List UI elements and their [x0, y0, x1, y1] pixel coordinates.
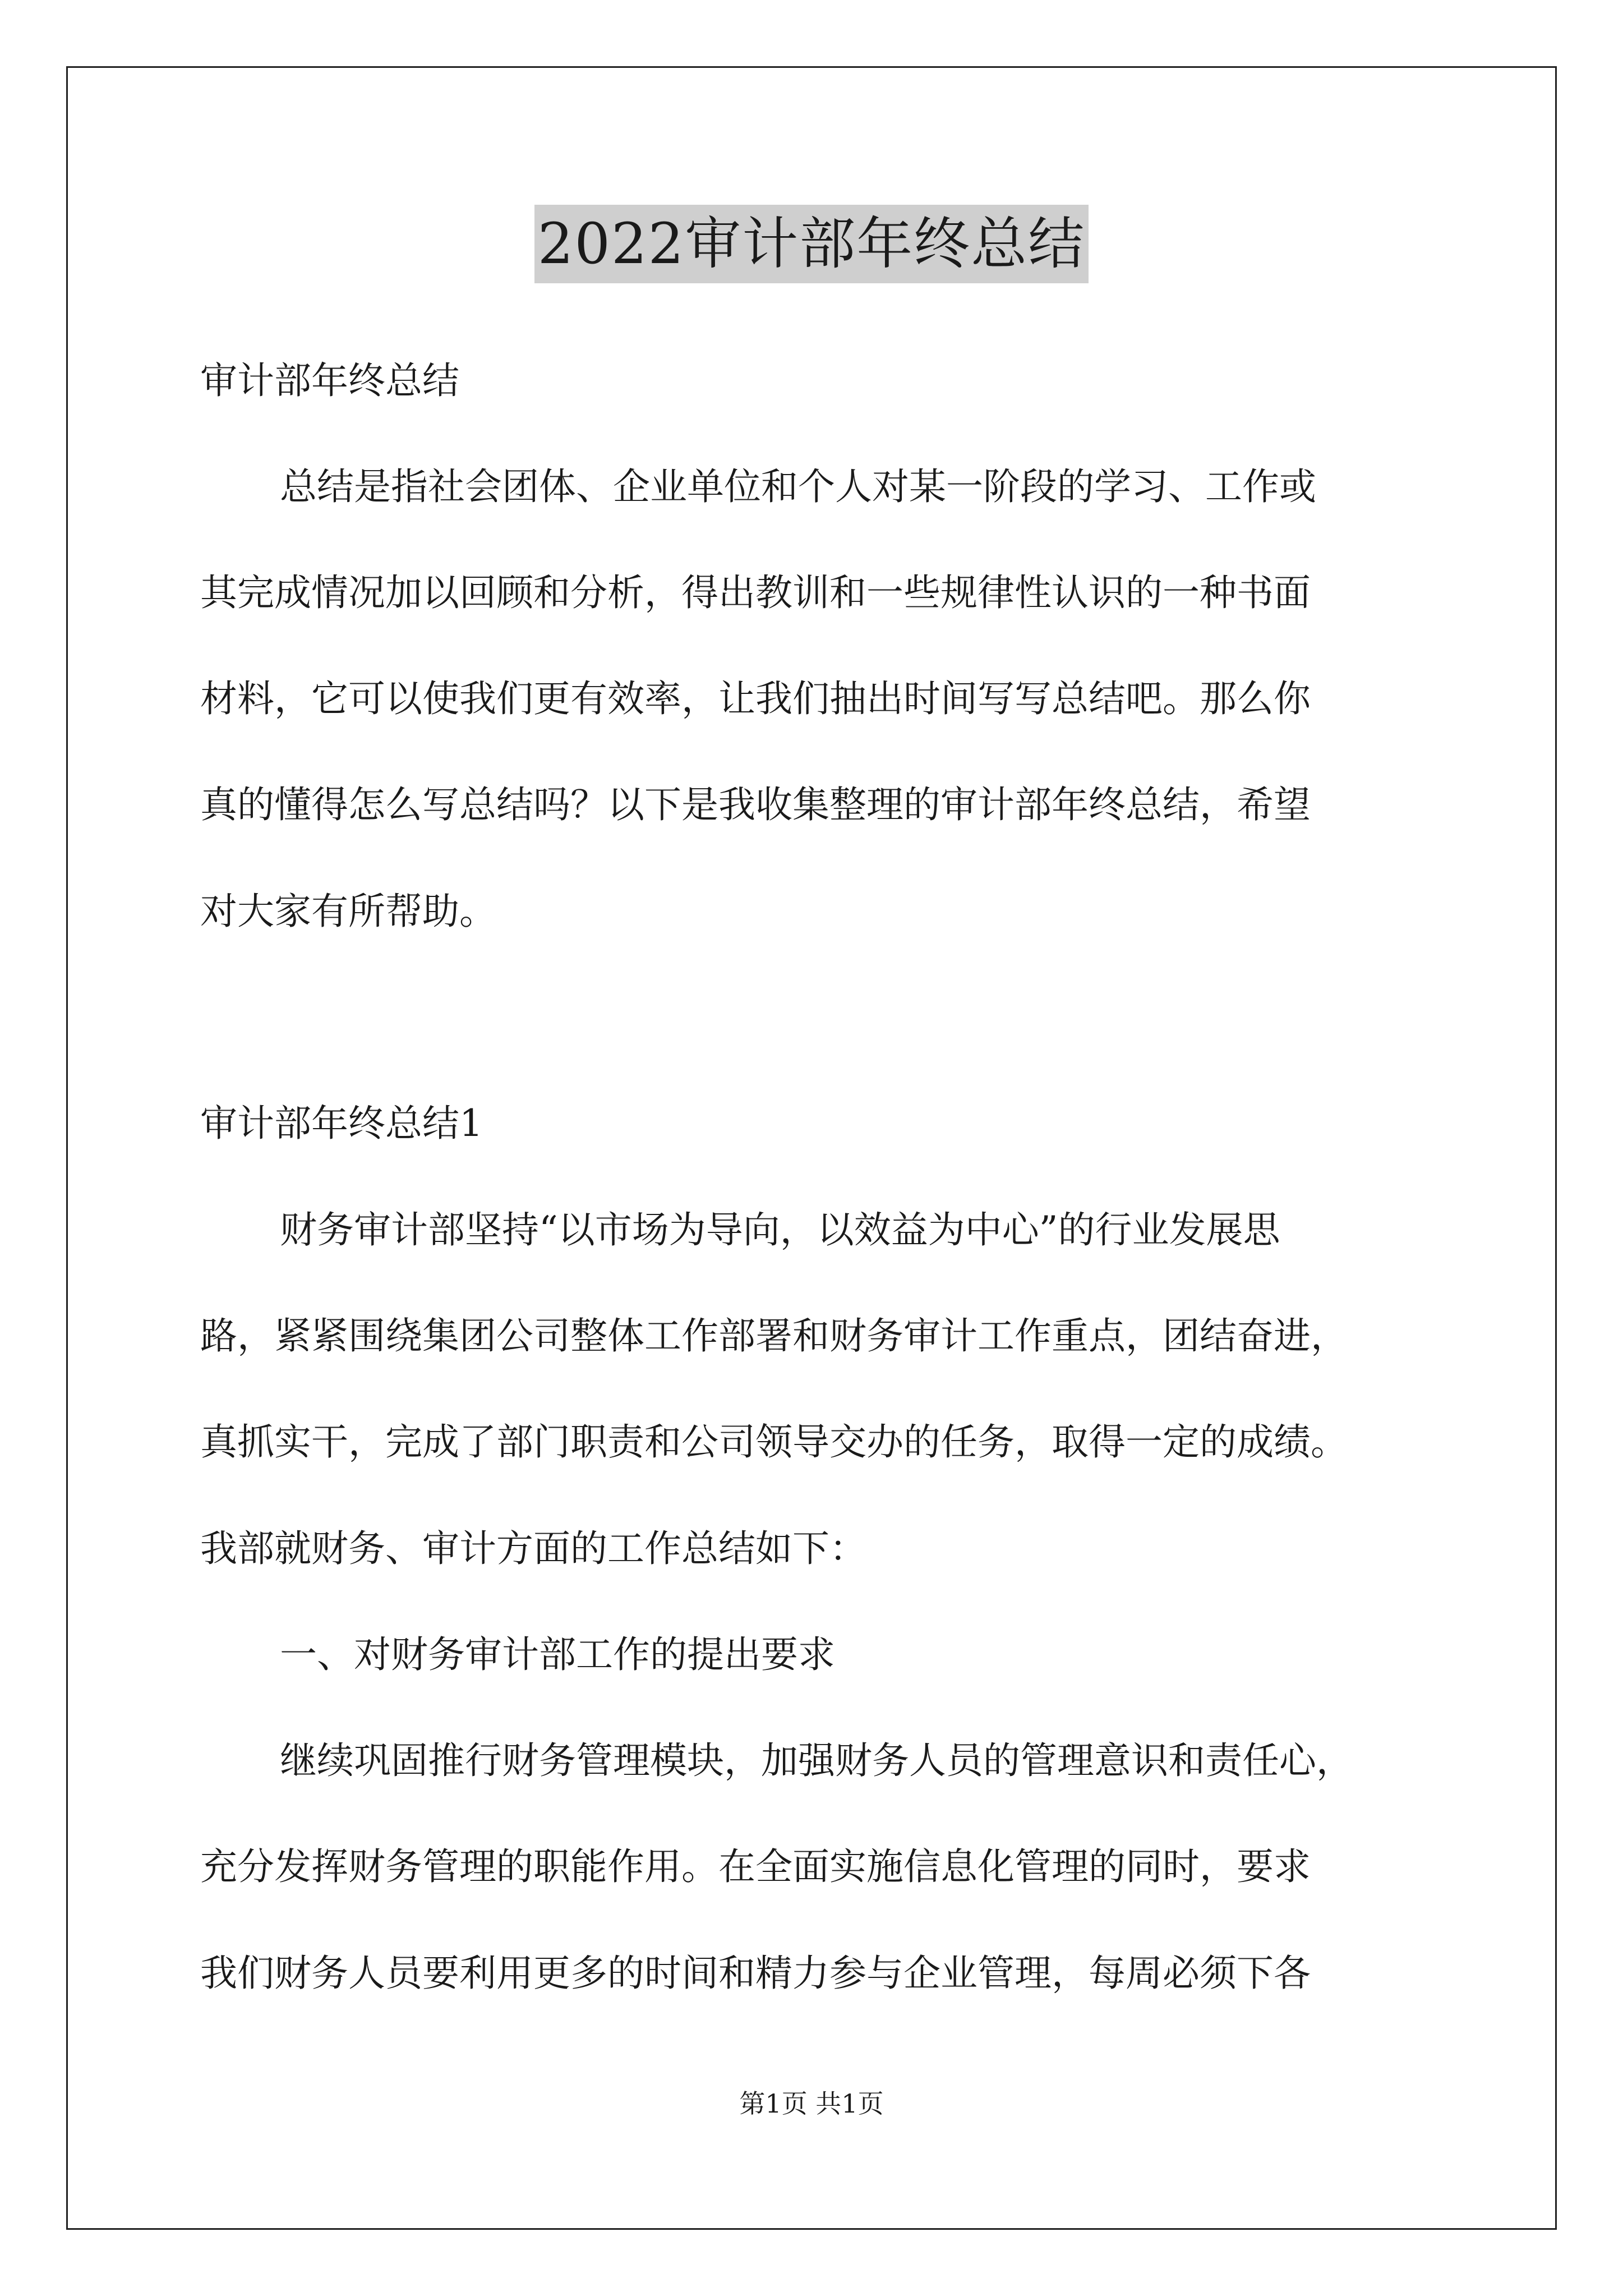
section-heading: 审计部年终总结 — [200, 359, 459, 402]
paragraph-line: 继续巩固推行财务管理模块，加强财务人员的管理意识和责任心， — [280, 1739, 1353, 1782]
paragraph-line: 对大家有所帮助。 — [200, 890, 496, 933]
paragraph-line: 其完成情况加以回顾和分析，得出教训和一些规律性认识的一种书面 — [200, 571, 1311, 614]
document-title: 2022审计部年终总结 — [534, 205, 1089, 283]
subheading: 一、对财务审计部工作的提出要求 — [280, 1633, 835, 1676]
paragraph-line: 财务审计部坚持“以市场为导向，以效益为中心”的行业发展思 — [280, 1208, 1280, 1251]
paragraph-line: 真抓实干，完成了部门职责和公司领导交办的任务，取得一定的成绩。 — [200, 1420, 1348, 1464]
paragraph-line: 真的懂得怎么写总结吗？以下是我收集整理的审计部年终总结，希望 — [200, 783, 1311, 826]
paragraph-line: 充分发挥财务管理的职能作用。在全面实施信息化管理的同时，要求 — [200, 1845, 1311, 1888]
paragraph-line: 我部就财务、审计方面的工作总结如下： — [200, 1527, 866, 1570]
title-container — [0, 205, 1623, 283]
paragraph-line: 材料，它可以使我们更有效率，让我们抽出时间写写总结吧。那么你 — [200, 677, 1311, 720]
paragraph-line: 我们财务人员要利用更多的时间和精力参与企业管理，每周必须下各 — [200, 1952, 1311, 1995]
paragraph-line: 路，紧紧围绕集团公司整体工作部署和财务审计工作重点，团结奋进， — [200, 1314, 1348, 1358]
section-heading: 审计部年终总结1 — [200, 1102, 483, 1145]
page-footer: 第1页 共1页 — [739, 2088, 884, 2119]
paragraph-line: 总结是指社会团体、企业单位和个人对某一阶段的学习、工作或 — [280, 465, 1316, 508]
